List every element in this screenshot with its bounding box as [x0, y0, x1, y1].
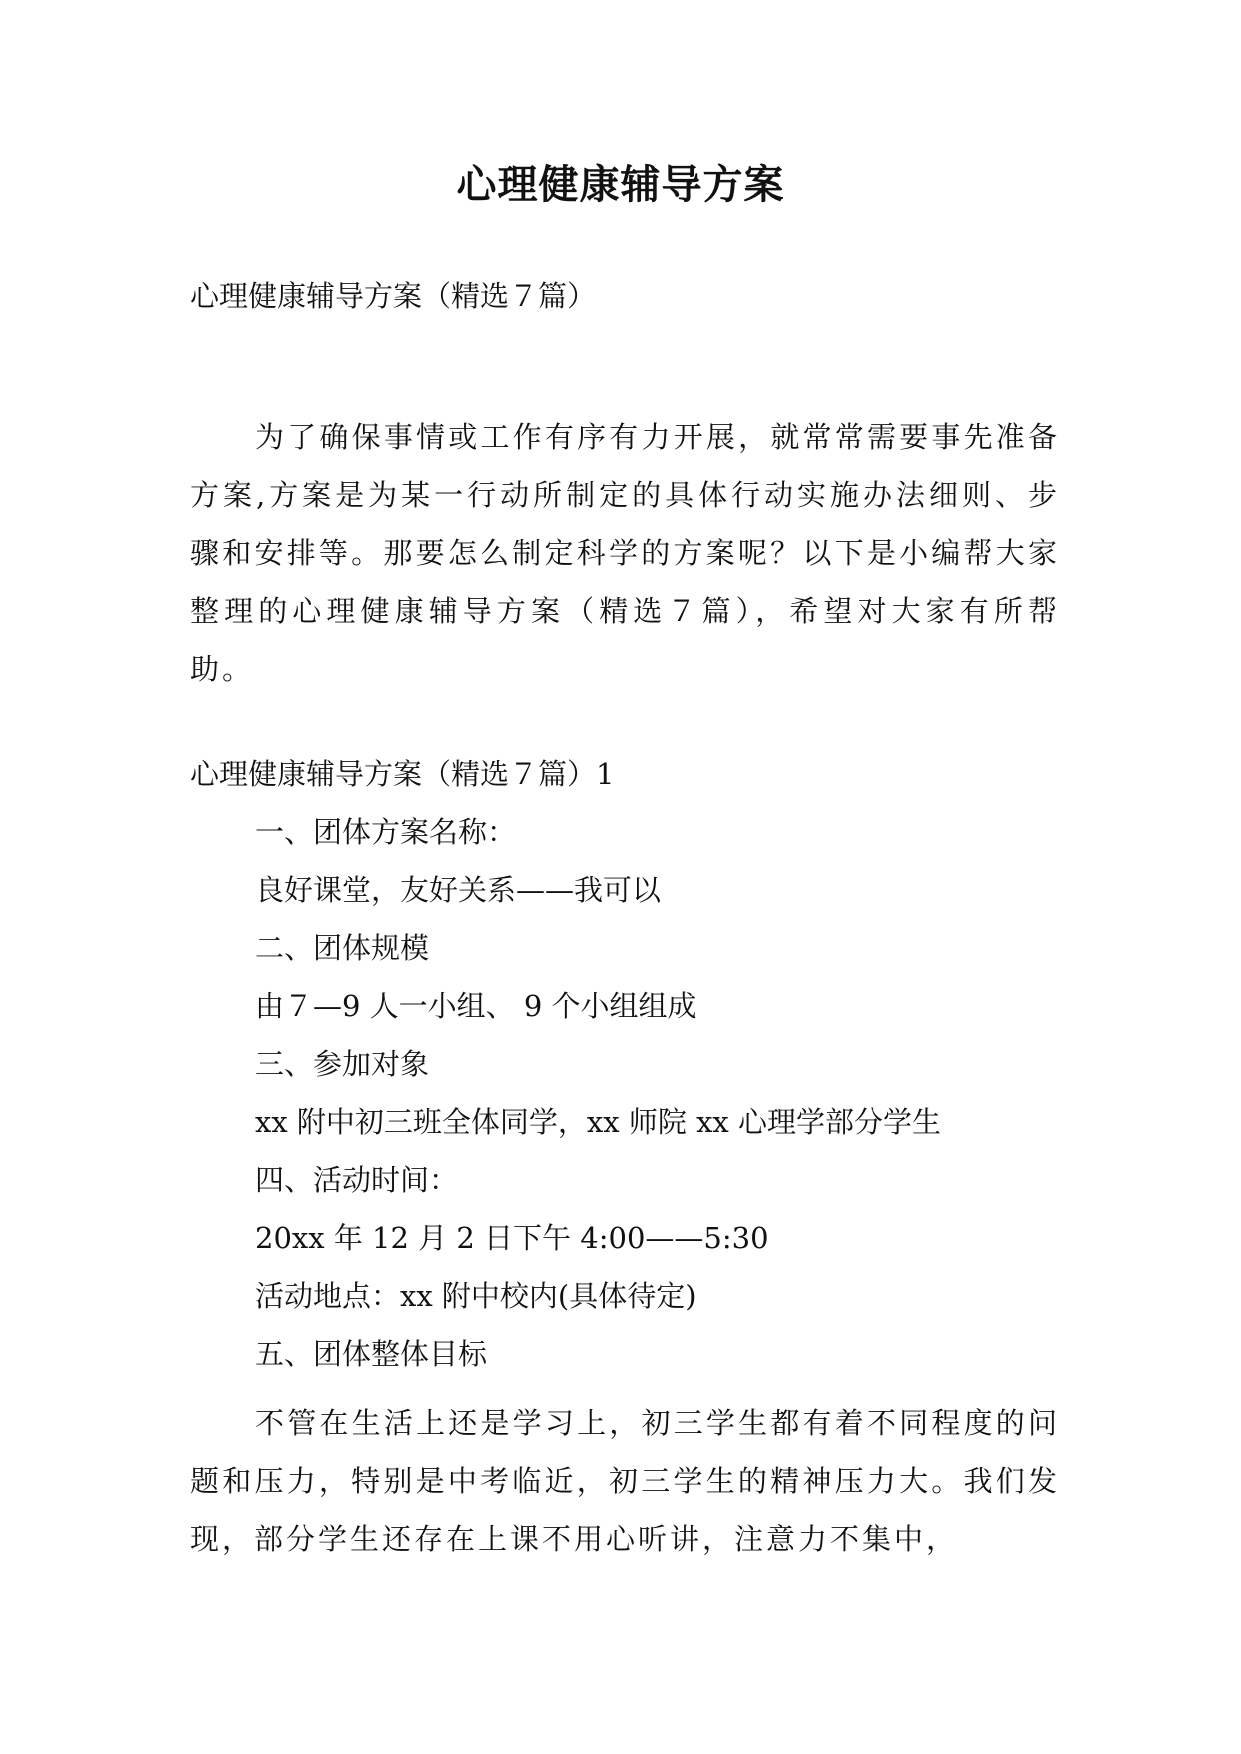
list-item: 五、团体整体目标 [255, 1337, 488, 1371]
list-item: xx 附中初三班全体同学，xx 师院 xx 心理学部分学生 [255, 1105, 942, 1139]
list-item: 三、参加对象 [255, 1047, 430, 1081]
intro-paragraph: 为了确保事情或工作有序有力开展，就常常需要事先准备方案,方案是为某一行动所制定的具体行动实施办法细则、步骤和安排等。那要怎么制定科学的方案呢？以下是小编帮大家整理的心理健康辅导方案（精选７篇），希望对大家有所帮助。 [190, 420, 1060, 686]
list-item: 活动地点：xx 附中校内(具体待定) [255, 1279, 697, 1313]
list-item: 良好课堂，友好关系——我可以 [255, 873, 662, 907]
document-title: 心理健康辅导方案 [456, 162, 785, 208]
list-item: 二、团体规模 [255, 931, 430, 965]
section-heading: 心理健康辅导方案（精选７篇）1 [190, 757, 615, 791]
list-item: 一、团体方案名称： [255, 815, 517, 849]
body-paragraph: 不管在生活上还是学习上，初三学生都有着不同程度的问题和压力，特别是中考临近，初三学生的精神压力大。我们发现，部分学生还存在上课不用心听讲，注意力不集中， [190, 1406, 1060, 1556]
document-subtitle: 心理健康辅导方案（精选７篇） [190, 279, 597, 313]
list-item: 由７—9 人一小组、 9 个小组组成 [255, 989, 697, 1023]
list-item: 四、活动时间： [255, 1163, 459, 1197]
list-item: 20xx 年 12 月 2 日下午 4:00——5:30 [255, 1221, 769, 1255]
